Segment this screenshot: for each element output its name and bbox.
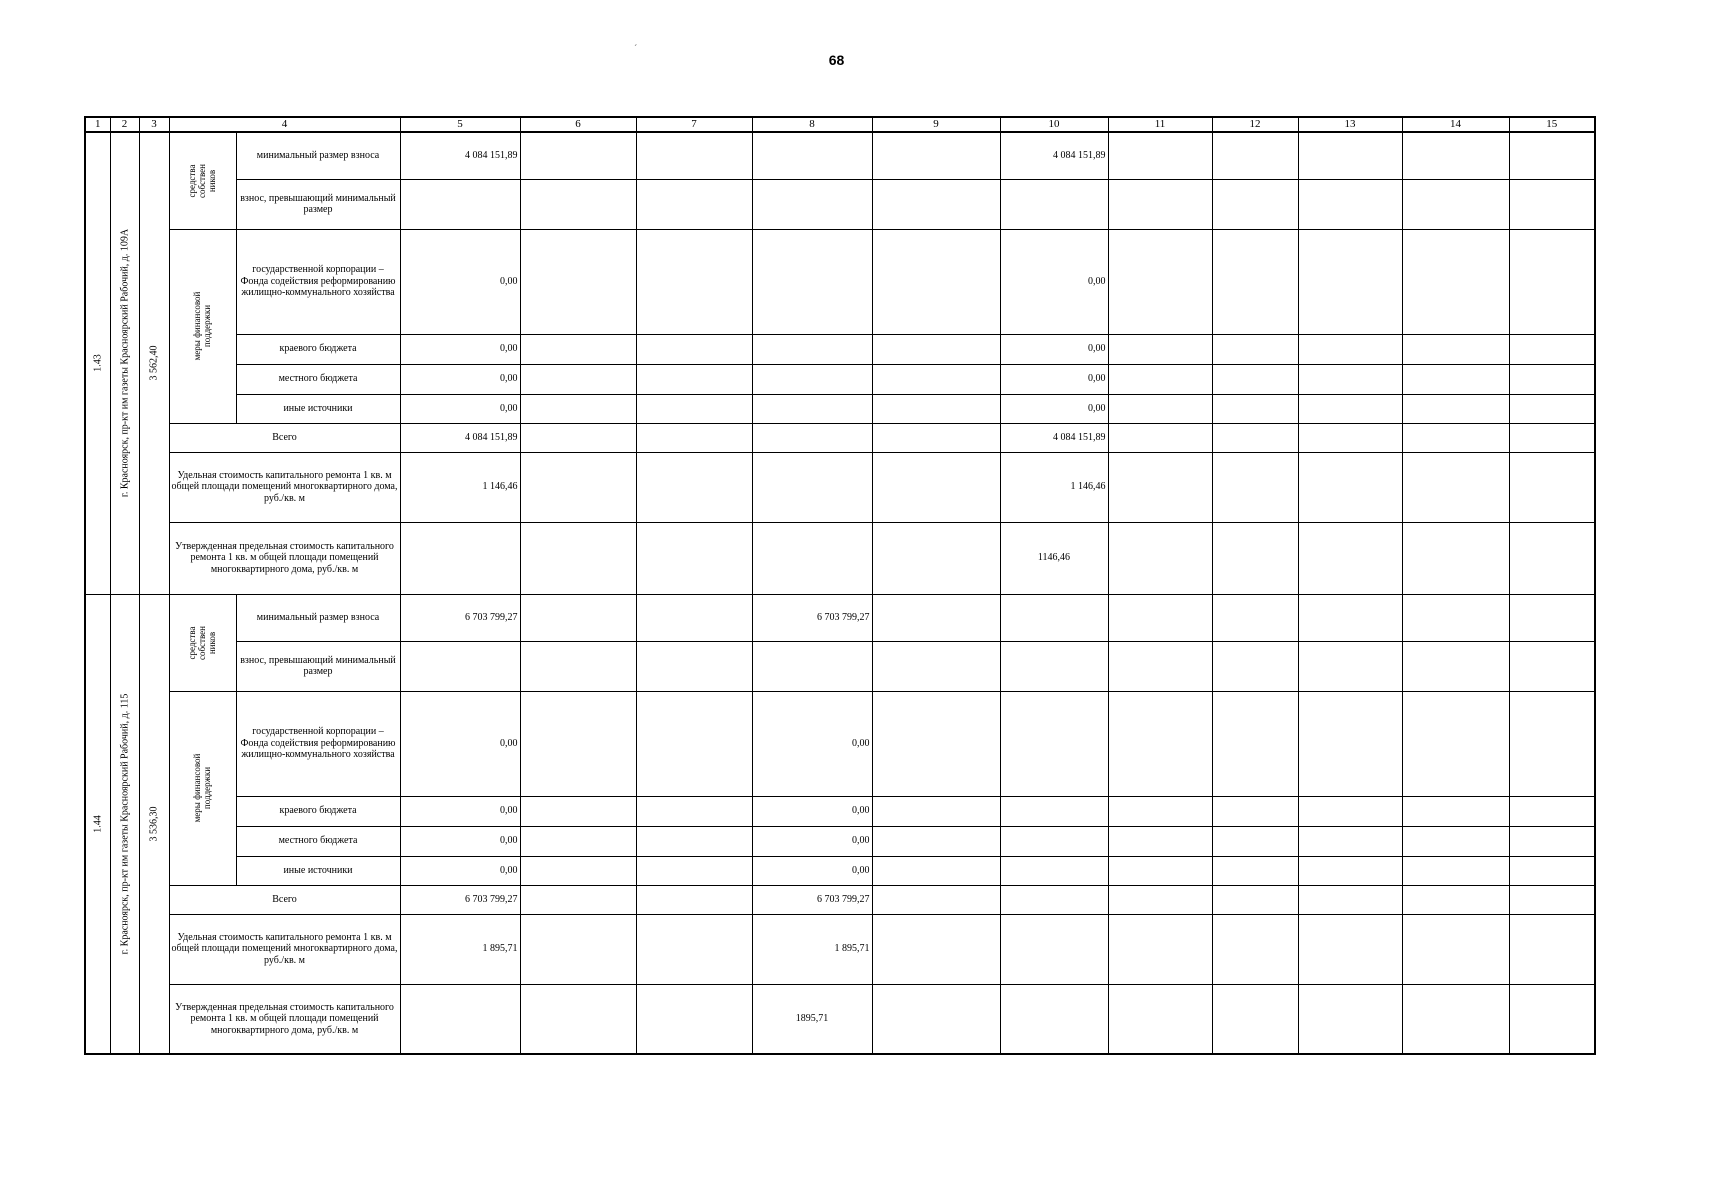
row-number-cell (85, 594, 110, 1054)
table-row (85, 914, 1595, 984)
table-row (85, 132, 1595, 179)
cell-col8 (752, 394, 872, 423)
cell-col5: 0,00 (400, 394, 520, 423)
cell-col10 (1000, 179, 1108, 229)
cell-col8 (752, 179, 872, 229)
cell-col10 (1000, 984, 1108, 1054)
row-label: иные источники (236, 856, 400, 885)
table-row (85, 885, 1595, 914)
cell-col8 (752, 229, 872, 334)
cell-col5 (400, 179, 520, 229)
cell-col5: 0,00 (400, 796, 520, 826)
cell-col8: 1895,71 (752, 984, 872, 1054)
support-cell (169, 691, 236, 885)
cell-col8 (752, 334, 872, 364)
owner-funds-cell (169, 132, 236, 229)
col-header-10: 10 (1000, 117, 1108, 132)
capital-repair-table (84, 116, 1596, 1055)
cell-col5: 4 084 151,89 (400, 423, 520, 452)
col-header-13: 13 (1298, 117, 1402, 132)
cell-col10 (1000, 826, 1108, 856)
table-row (85, 594, 1595, 641)
col-header-11: 11 (1108, 117, 1212, 132)
address-cell (110, 594, 139, 1054)
cell-col10: 0,00 (1000, 229, 1108, 334)
table-row (85, 641, 1595, 691)
col-header-1: 1 (85, 117, 110, 132)
support-label: меры финансовой поддержки (191, 291, 212, 361)
cell-col10 (1000, 885, 1108, 914)
table-row (85, 856, 1595, 885)
cell-col8 (752, 522, 872, 594)
row-label: иные источники (236, 394, 400, 423)
col-header-14: 14 (1402, 117, 1509, 132)
col-header-8: 8 (752, 117, 872, 132)
cell-col8 (752, 423, 872, 452)
table-row (85, 522, 1595, 594)
cell-col8: 0,00 (752, 826, 872, 856)
row-label: Утвержденная предельная стоимость капитального ремонта 1 кв. м общей площади помещений многоквартирного дома, руб./кв. м (169, 984, 400, 1054)
area-cell (139, 132, 169, 594)
table-row (85, 364, 1595, 394)
table-row (85, 796, 1595, 826)
table-row (85, 229, 1595, 334)
col-header-4: 4 (169, 117, 400, 132)
row-label: Всего (169, 885, 400, 914)
row-label: взнос, превышающий минимальный размер (236, 641, 400, 691)
table-row (85, 334, 1595, 364)
address-cell (110, 132, 139, 594)
table-row (85, 452, 1595, 522)
cell-col5: 0,00 (400, 364, 520, 394)
cell-col10: 0,00 (1000, 334, 1108, 364)
row-label: Удельная стоимость капитального ремонта 1 кв. м общей площади помещений многоквартирного дома, руб./кв. м (169, 452, 400, 522)
cell-col5: 0,00 (400, 856, 520, 885)
row-label: государственной корпорации – Фонда содействия реформированию жилищно-коммунального хозяйства (236, 229, 400, 334)
support-cell (169, 229, 236, 423)
address: г. Красноярск, пр-кт им газеты Красноярский Рабочий, д. 109А (119, 229, 130, 498)
col-header-12: 12 (1212, 117, 1298, 132)
row-label: минимальный размер взноса (236, 594, 400, 641)
table-row (85, 826, 1595, 856)
row-label: государственной корпорации – Фонда содействия реформированию жилищно-коммунального хозяйства (236, 691, 400, 796)
cell-col5 (400, 522, 520, 594)
area: 3 536,30 (148, 806, 160, 842)
row-label: Утвержденная предельная стоимость капитального ремонта 1 кв. м общей площади помещений многоквартирного дома, руб./кв. м (169, 522, 400, 594)
row-number: 1.44 (92, 815, 104, 833)
cell-col8 (752, 641, 872, 691)
cell-col10: 1 146,46 (1000, 452, 1108, 522)
col-header-2: 2 (110, 117, 139, 132)
cell-col10: 4 084 151,89 (1000, 132, 1108, 179)
cell-col10: 1146,46 (1000, 522, 1108, 594)
row-label: Всего (169, 423, 400, 452)
cell-col5: 0,00 (400, 691, 520, 796)
cell-col10: 0,00 (1000, 364, 1108, 394)
col-header-7: 7 (636, 117, 752, 132)
owner-funds-label: средства собствен ников (186, 625, 217, 660)
owner-funds-label: средства собствен ников (186, 163, 217, 198)
cell-col8: 0,00 (752, 796, 872, 826)
row-label: местного бюджета (236, 826, 400, 856)
cell-col5: 1 895,71 (400, 914, 520, 984)
table-row (85, 179, 1595, 229)
cell-col10 (1000, 914, 1108, 984)
cell-col10: 4 084 151,89 (1000, 423, 1108, 452)
col-header-5: 5 (400, 117, 520, 132)
column-number-row (85, 117, 1595, 132)
table-row (85, 984, 1595, 1054)
row-label: взнос, превышающий минимальный размер (236, 179, 400, 229)
row-number: 1.43 (92, 354, 104, 372)
cell-col8: 0,00 (752, 691, 872, 796)
col-header-6: 6 (520, 117, 636, 132)
cell-col10 (1000, 856, 1108, 885)
cell-col5: 6 703 799,27 (400, 885, 520, 914)
row-label: минимальный размер взноса (236, 132, 400, 179)
cell-col5 (400, 984, 520, 1054)
col-header-3: 3 (139, 117, 169, 132)
cell-col5: 0,00 (400, 334, 520, 364)
row-label: местного бюджета (236, 364, 400, 394)
cell-col10 (1000, 641, 1108, 691)
cell-col5 (400, 641, 520, 691)
support-label: меры финансовой поддержки (191, 753, 212, 823)
cell-col10 (1000, 796, 1108, 826)
cell-col8: 0,00 (752, 856, 872, 885)
cell-col8: 1 895,71 (752, 914, 872, 984)
cell-col5: 1 146,46 (400, 452, 520, 522)
cell-col10 (1000, 594, 1108, 641)
table-row (85, 691, 1595, 796)
cell-col5: 4 084 151,89 (400, 132, 520, 179)
cell-col5: 0,00 (400, 826, 520, 856)
cell-col5: 6 703 799,27 (400, 594, 520, 641)
owner-funds-cell (169, 594, 236, 691)
area: 3 562,40 (148, 345, 160, 381)
cell-col8 (752, 364, 872, 394)
area-cell (139, 594, 169, 1054)
cell-col8 (752, 132, 872, 179)
cell-col10 (1000, 691, 1108, 796)
cell-col5: 0,00 (400, 229, 520, 334)
row-label: краевого бюджета (236, 796, 400, 826)
col-header-15: 15 (1509, 117, 1595, 132)
cell-col8: 6 703 799,27 (752, 594, 872, 641)
table-row (85, 423, 1595, 452)
row-label: краевого бюджета (236, 334, 400, 364)
cell-col8: 6 703 799,27 (752, 885, 872, 914)
row-label: Удельная стоимость капитального ремонта 1 кв. м общей площади помещений многоквартирного дома, руб./кв. м (169, 914, 400, 984)
col-header-9: 9 (872, 117, 1000, 132)
table-row (85, 394, 1595, 423)
cell-col8 (752, 452, 872, 522)
page-number: 68 (828, 52, 845, 68)
address: г. Красноярск, пр-кт им газеты Красноярский Рабочий, д. 115 (119, 693, 130, 955)
scan-mark: ´ (634, 44, 638, 55)
row-number-cell (85, 132, 110, 594)
cell-col10: 0,00 (1000, 394, 1108, 423)
